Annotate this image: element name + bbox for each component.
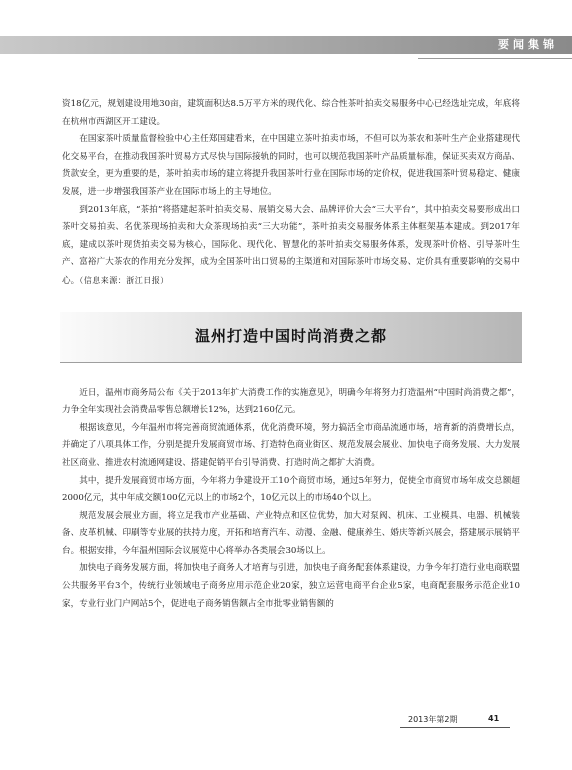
article1-source: （信息来源：浙江日报） [79,275,169,285]
page-content [62,96,520,613]
footer-issue: 2013年第2期 [408,715,458,724]
section-header-title: 要闻集锦 [498,38,558,51]
article2-paragraph-2: 根据该意见，今年温州市将完善商贸流通体系，优化消费环境，努力搞活全市商品流通市场，培育新的消费增长点，并确定了八项具体工作，分别是提升发展商贸市场、打造特色商业街区、规范发展会展业、加快电子商务发展、大力发展社区商业、推进农村流通网建设、搭建促销平台引导消费、打造时尚之都扩大消费。 [62,422,520,468]
article1-paragraph-2: 在国家茶叶质量监督检验中心主任郑国建看来，在中国建立茶叶拍卖市场，不但可以为茶农和茶叶生产企业搭建现代化交易平台，在推动我国茶叶贸易方式尽快与国际接轨的同时，也可以规范我国茶叶产品质量标准，保证买卖双方商品、货款安全，更为重要的是，茶叶拍卖市场的建立将提升我国茶叶行业在国际市场的定价权，促进我国茶叶贸易稳定、健康发展，进一步增强我国茶产业在国际市场上的主导地位。 [62,134,520,197]
footer-divider [400,727,510,728]
article1-paragraph-3-text: 到2013年底，“茶拍”将搭建起茶叶拍卖交易、展销交易大会、品牌评价大会“三大平台”，其中拍卖交易要形成出口茶叶交易拍卖、名优茶现场拍卖和大众茶现场拍卖“三大功能”，茶叶拍卖交易服务体系主体框架基本建成。到2017年底，建成以茶叶现货拍卖交易为核心，国际化、现代化、智慧化的茶叶拍卖交易服务体系，发现茶叶价格、引导茶叶生产、富裕广大茶农的作用充分发挥，成为全国茶叶出口贸易的主渠道和对国际茶叶市场交易、定价具有重要影响的交易中心。 [62,204,520,286]
article2-paragraph-3: 其中，提升发展商贸市场方面，今年将力争建设开工10个商贸市场，通过5年努力，促使全市商贸市场年成交总额超2000亿元，其中年成交额100亿元以上的市场2个，10亿元以上的市场40个以上。 [62,475,520,504]
article2-paragraph-5: 加快电子商务发展方面，将加快电子商务人才培育与引进，加快电子商务配套体系建设，力争今年打造行业电商联盟公共服务平台3个，传统行业领域电子商务应用示范企业20家，独立运营电商平台企业5家，电商配套服务示范企业10家，专业行业门户网站5个，促进电子商务销售额占全市批零业销售额的 [62,563,520,609]
article2-title-banner [60,312,522,363]
article1-paragraph-1: 资18亿元，规划建设用地30亩，建筑面积达8.5万平方米的现代化、综合性茶叶拍卖交易服务中心已经选址完成，年底将在杭州市西湖区开工建设。 [62,99,520,127]
article1-paragraph-3 [62,202,520,291]
footer-page-number: 41 [488,714,500,723]
article2-title: 温州打造中国时尚消费之都 [194,326,387,345]
article2-paragraph-1: 近日，温州市商务局公布《关于2013年扩大消费工作的实施意见》，明确今年将努力打造温州“中国时尚消费之都”，力争全年实现社会消费品零售总额增长12%，达到2160亿元。 [62,387,520,416]
header-band [0,36,572,54]
article2-paragraph-4: 规范发展会展业方面，将立足我市产业基础、产业特点和区位优势，加大对泵阀、机床、工业模具、电器、机械装备、皮革机械、印刷等专业展的扶持力度，开拓和培育汽车、动漫、金融、健康养生、婚庆等新兴展会，搭建展示展销平台。根据安排，今年温州国际会议展览中心将举办各类展会30场以上。 [62,510,520,556]
header-divider [418,58,572,59]
